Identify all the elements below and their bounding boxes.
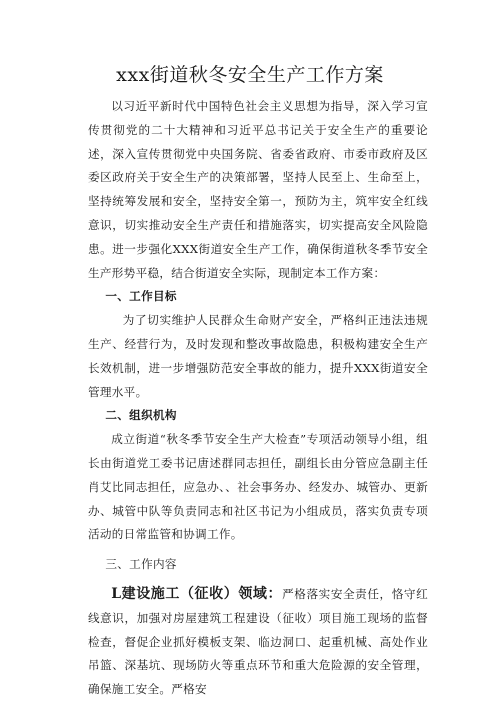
document-title: xxx街道秋冬安全生产工作方案: [116, 64, 384, 86]
content-item-1: [88, 583, 428, 702]
section-heading-goals: 一、工作目标: [105, 289, 177, 304]
organization-paragraph: 成立街道“秋冬季节安全生产大检查”专项活动领导小组，组长由街道党工委书记唐述群同志担任，副组长由分管应急副主任肖艾比同志担任，应急办、、社会事务办、经发办、城管办、更新办、城管中队等负责同志和社区书记为小组成员，落实负责专项活动的日常监管和协调工作。: [88, 432, 428, 542]
content-item-1-lead: L建设施工（征收）领域：: [111, 585, 283, 602]
intro-paragraph: 以习近平新时代中国特色社会主义思想为指导，深入学习宣传贯彻党的二十大精神和习近平总书记关于安全生产的重要论述，深入宣传贯彻党中央国务院、省委省政府、市委市政府及区委区政府关于安全生产的决策部署，坚持人民至上、生命至上，坚持统筹发展和安全，坚持安全第一，预防为主，筑牢安全红线意识，切实推动安全生产责任和措施落实，切实提高安全风险隐患。进一步强化XXX街道安全生产工作，确保街道秋冬季节安全生产形势平稳，结合街道安全实际，现制定本工作方案：: [88, 99, 428, 280]
section-heading-organization: 二、组织机构: [105, 408, 177, 423]
document-body: [88, 95, 428, 702]
content-item-1-text: 严格落实安全责任，恪守红线意识，加强对房屋建筑工程建设（征收）项目施工现场的监督检查，督促企业抓好模板支架、临边洞口、起重机械、高处作业吊篮、深基坑、现场防火等重点环节和重大危险源的安全管理，确保施工安全。严格安: [88, 586, 428, 697]
goals-paragraph: 为了切实维护人民群众生命财产安全，严格纠正违法违规生产、经营行为，及时发现和整改事故隐患，积极构建安全生产长效机制，进一步增强防范安全事故的能力，提升XXX街道安全管理水平。: [88, 313, 428, 399]
section-heading-content: 三、工作内容: [105, 557, 177, 572]
